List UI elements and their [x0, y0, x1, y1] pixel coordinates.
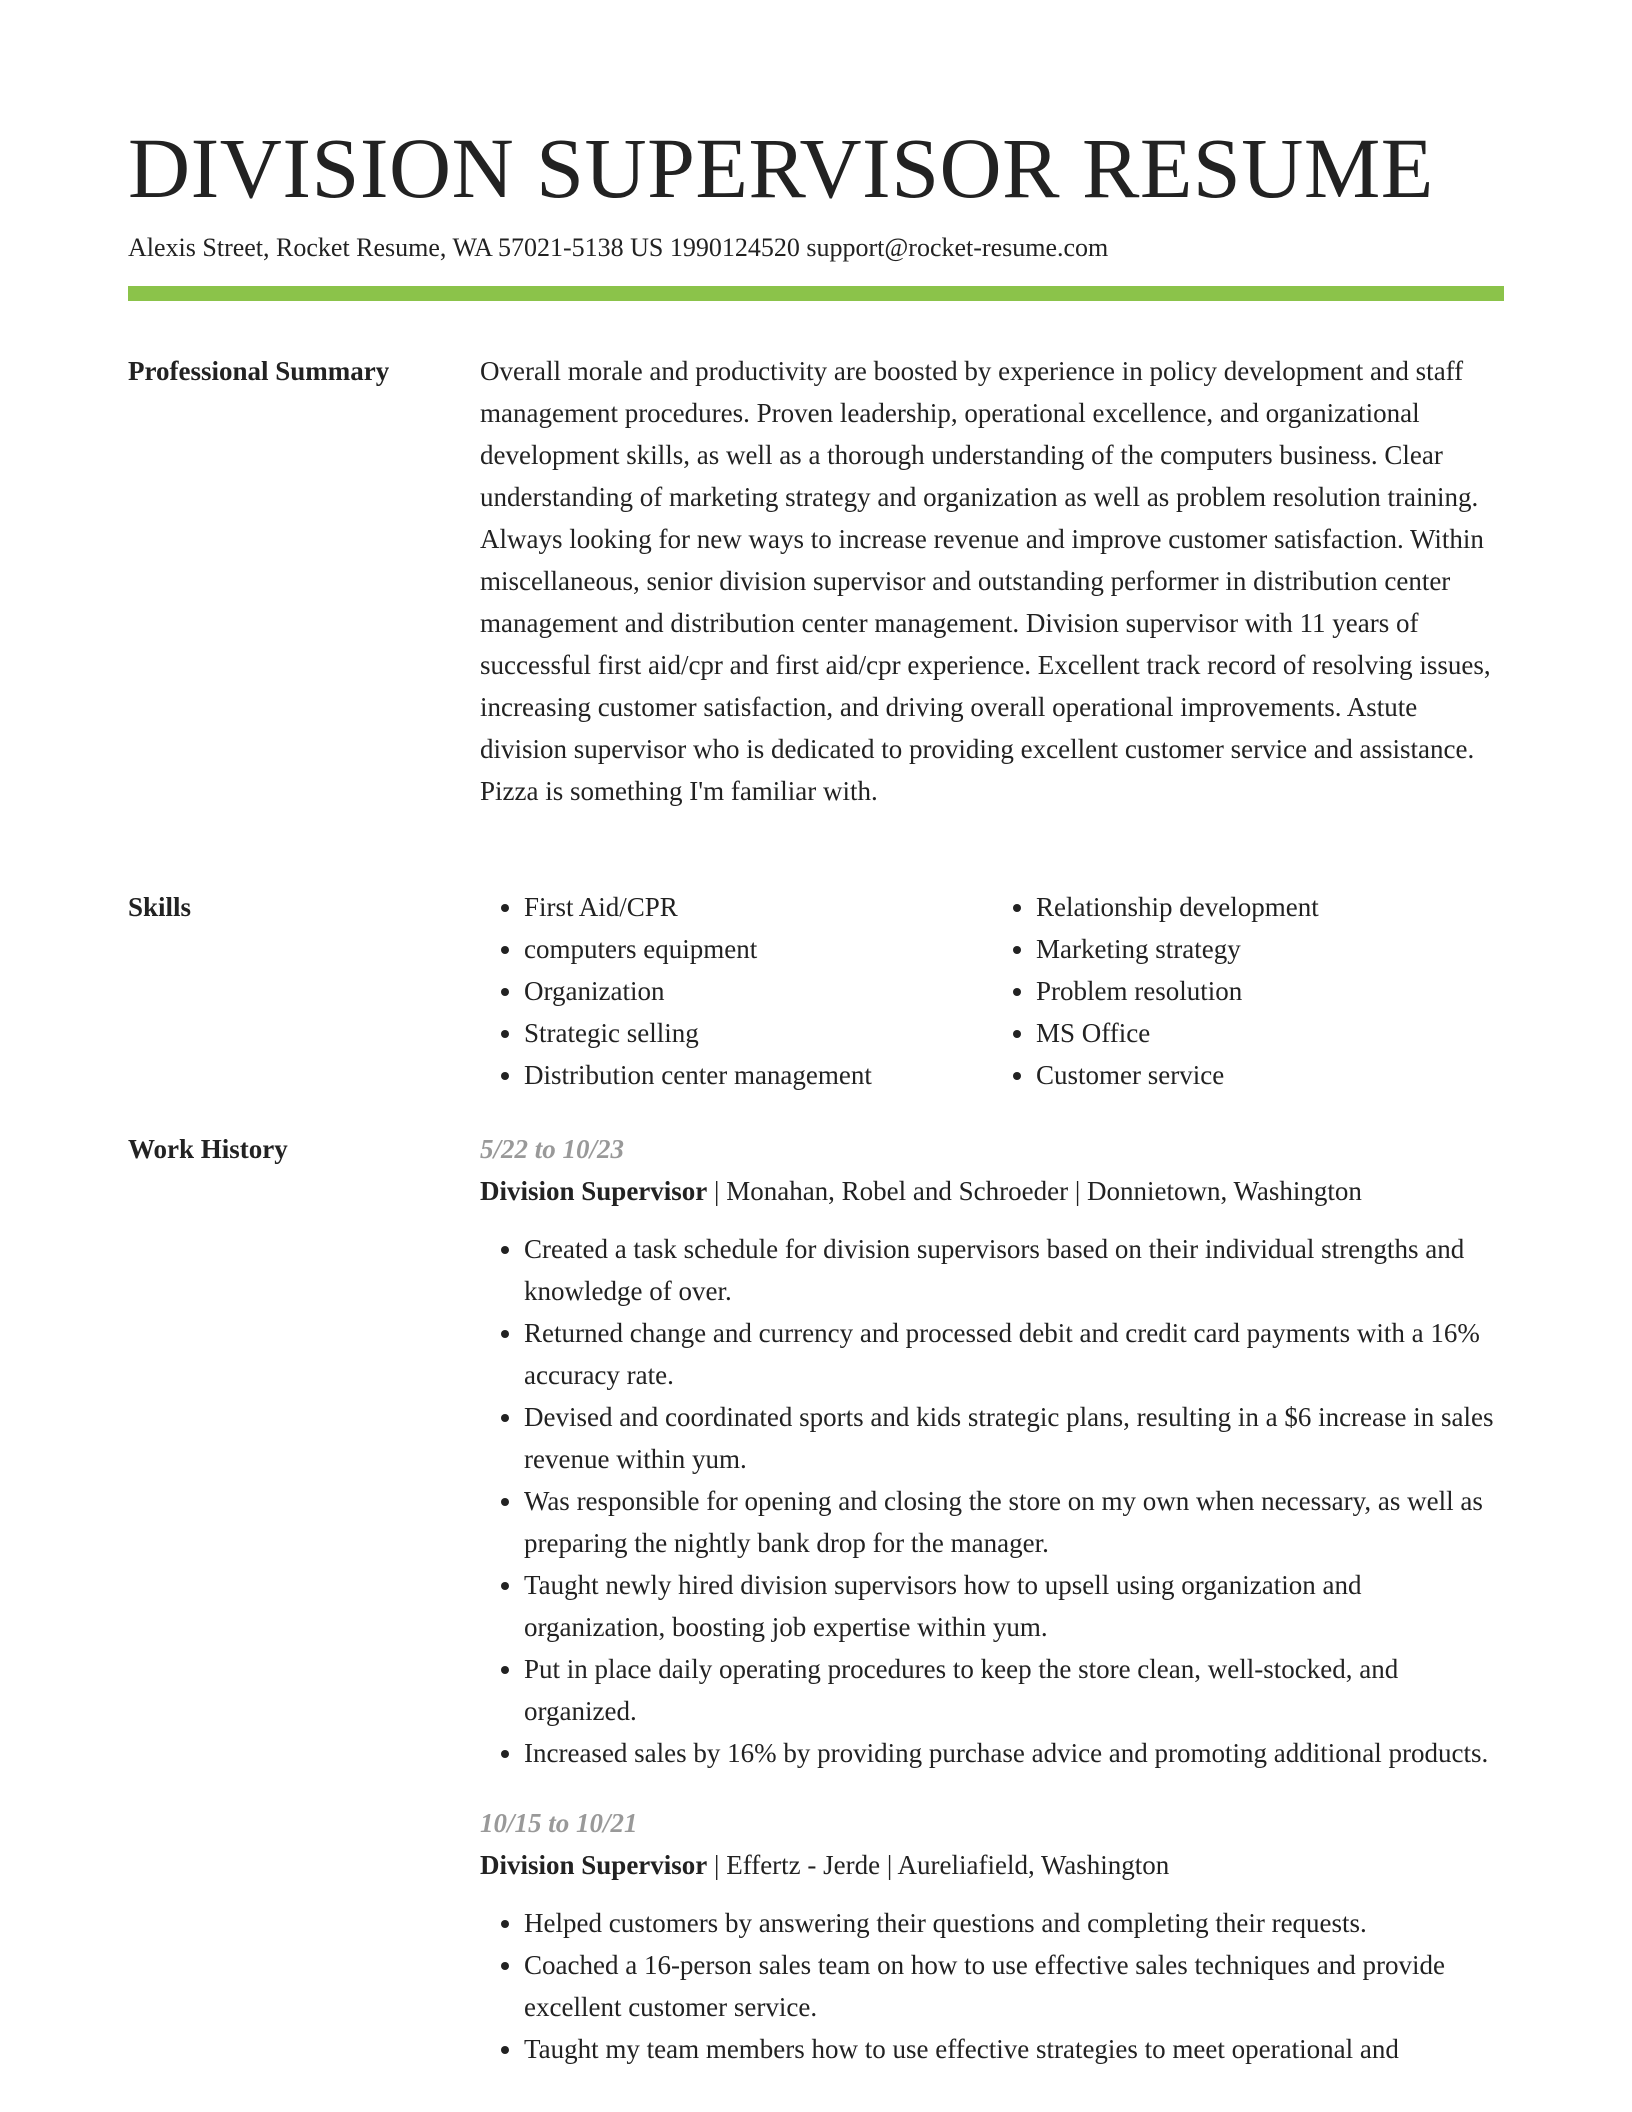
skills-list-left	[480, 886, 992, 1096]
job-bullets	[480, 1902, 1504, 2070]
job-bullet: • Returned change and currency and processed debit and credit card payments with a 16% accuracy rate.	[524, 1312, 1504, 1396]
job-bullet: • Was responsible for opening and closing the store on my own when necessary, as well as preparing the nightly bank drop for the manager.	[524, 1480, 1504, 1564]
summary-heading: Professional Summary	[128, 356, 390, 386]
job-bullet: • Helped customers by answering their questions and completing their requests.	[524, 1902, 1504, 1944]
skills-body	[480, 886, 1504, 1096]
skill-item: • Marketing strategy	[1036, 928, 1504, 970]
work-history-heading: Work History	[128, 1134, 288, 1164]
skill-item: • Problem resolution	[1036, 970, 1504, 1012]
job-title: Division Supervisor	[480, 1176, 708, 1206]
resume-title: DIVISION SUPERVISOR RESUME	[128, 120, 1434, 216]
job-bullet: • Increased sales by 16% by providing purchase advice and promoting additional products.	[524, 1732, 1504, 1774]
job-dates: 10/15 to 10/21	[480, 1808, 638, 1838]
contact-info: Alexis Street, Rocket Resume, WA 57021-5138 US 1990124520 support@rocket-resume.com	[128, 233, 1109, 262]
header-divider	[128, 286, 1504, 301]
skill-item: • computers equipment	[524, 928, 992, 970]
job-entry	[480, 1128, 1504, 1774]
job-bullet: • Coached a 16-person sales team on how to use effective sales techniques and provide excellent customer service.	[524, 1944, 1504, 2028]
job-details: | Monahan, Robel and Schroeder | Donnietown, Washington	[707, 1176, 1362, 1206]
job-bullet: • Devised and coordinated sports and kids strategic plans, resulting in a $6 increase in sales revenue within yum.	[524, 1396, 1504, 1480]
job-bullets	[480, 1228, 1504, 1774]
job-entry	[480, 1802, 1504, 2070]
skill-item: • Relationship development	[1036, 886, 1504, 928]
skill-item: • MS Office	[1036, 1012, 1504, 1054]
skill-item: • Distribution center management	[524, 1054, 992, 1096]
job-heading	[480, 1844, 1504, 1886]
job-bullet: • Taught newly hired division supervisors how to upsell using organization and organization, boosting job expertise within yum.	[524, 1564, 1504, 1648]
summary-text: Overall morale and productivity are boosted by experience in policy development and staff management procedures. Proven leadership, operational excellence, and organizational development skills, as well as a thorough understanding of the computers business. Clear understanding of marketing strategy and organization as well as problem resolution training. Always looking for new ways to increase revenue and improve customer satisfaction. Within miscellaneous, senior division supervisor and outstanding performer in distribution center management and distribution center management. Division supervisor with 11 years of successful first aid/cpr and first aid/cpr experience. Excellent track record of resolving issues, increasing customer satisfaction, and driving overall operational improvements. Astute division supervisor who is dedicated to providing excellent customer service and assistance. Pizza is something I'm familiar with.	[480, 356, 1491, 806]
skills-columns	[480, 886, 1504, 1096]
skill-item: • Organization	[524, 970, 992, 1012]
skill-item: • First Aid/CPR	[524, 886, 992, 928]
skill-item: • Strategic selling	[524, 1012, 992, 1054]
job-details: | Effertz - Jerde | Aureliafield, Washington	[707, 1850, 1170, 1880]
job-bullet: • Created a task schedule for division supervisors based on their individual strengths and knowledge of over.	[524, 1228, 1504, 1312]
job-dates: 5/22 to 10/23	[480, 1134, 625, 1164]
summary-body	[480, 350, 1504, 812]
job-title: Division Supervisor	[480, 1850, 708, 1880]
job-bullet: • Put in place daily operating procedures to keep the store clean, well-stocked, and organized.	[524, 1648, 1504, 1732]
skill-item: • Customer service	[1036, 1054, 1504, 1096]
skills-list-right	[992, 886, 1504, 1096]
skills-heading: Skills	[128, 892, 192, 922]
work-history-body	[480, 1128, 1504, 2098]
job-bullet: • Taught my team members how to use effective strategies to meet operational and	[524, 2028, 1504, 2070]
job-heading	[480, 1170, 1504, 1212]
